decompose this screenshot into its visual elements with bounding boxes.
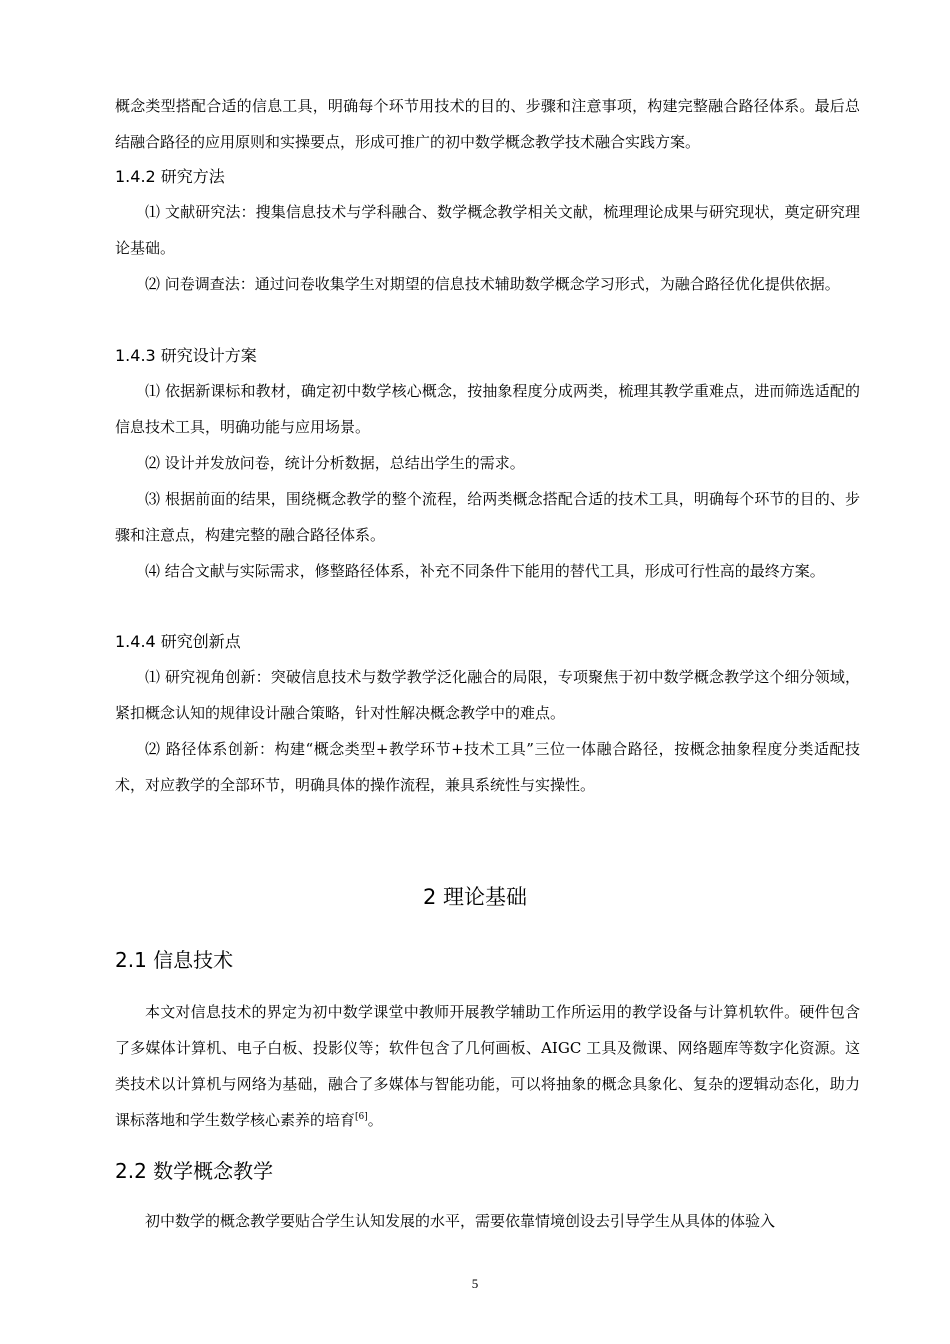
chapter-2-title: 2 理论基础 — [422, 885, 528, 909]
s144-paragraph-2: ⑵ 路径体系创新：构建“概念类型+教学环节+技术工具”三位一体融合路径，按概念抽象程度分类适配技术，对应教学的全部环节，明确具体的操作流程，兼具系统性与实操性。 — [115, 740, 860, 794]
s142-paragraph-2: ⑵ 问卷调查法：通过问卷收集学生对期望的信息技术辅助数学概念学习形式，为融合路径优化提供依据。 — [145, 275, 840, 293]
s143-paragraph-3: ⑶ 根据前面的结果，围绕概念教学的整个流程，给两类概念搭配合适的技术工具，明确每个环节的目的、步骤和注意点，构建完整的融合路径体系。 — [115, 490, 860, 544]
intro-tail-paragraph: 概念类型搭配合适的信息工具，明确每个环节用技术的目的、步骤和注意事项，构建完整融合路径体系。最后总结融合路径的应用原则和实操要点，形成可推广的初中数学概念教学技术融合实践方案。 — [115, 97, 860, 151]
s144-paragraph-1: ⑴ 研究视角创新：突破信息技术与数学教学泛化融合的局限，专项聚焦于初中数学概念教学这个细分领域，紧扣概念认知的规律设计融合策略，针对性解决概念教学中的难点。 — [115, 668, 860, 722]
heading-2-1: 2.1 信息技术 — [115, 948, 234, 972]
s21-paragraph-text: 本文对信息技术的界定为初中数学课堂中教师开展教学辅助工作所运用的教学设备与计算机软件。硬件包含了多媒体计算机、电子白板、投影仪等；软件包含了几何画板、AIGC 工具及微课、网络题库等数字化资源。这类技术以计算机与网络为基础，融合了多媒体与智能功能，可以将抽象的概念具象化、复杂的逻辑动态化，助力课标落地和学生数学核心素养的培育 — [115, 1003, 860, 1129]
heading-1-4-2: 1.4.2 研究方法 — [115, 167, 225, 186]
s22-paragraph-1: 初中数学的概念教学要贴合学生认知发展的水平，需要依靠情境创设去引导学生从具体的体验入 — [145, 1212, 776, 1230]
citation-marker: [6] — [355, 1112, 368, 1122]
s21-paragraph-end: 。 — [367, 1111, 383, 1129]
page-number: 5 — [471, 1276, 479, 1291]
s143-paragraph-2: ⑵ 设计并发放问卷，统计分析数据，总结出学生的需求。 — [145, 454, 525, 472]
s143-paragraph-4: ⑷ 结合文献与实际需求，修整路径体系，补充不同条件下能用的替代工具，形成可行性高的最终方案。 — [145, 562, 825, 580]
heading-1-4-4: 1.4.4 研究创新点 — [115, 632, 241, 651]
heading-1-4-3: 1.4.3 研究设计方案 — [115, 346, 257, 365]
s142-paragraph-1: ⑴ 文献研究法：搜集信息技术与学科融合、数学概念教学相关文献，梳理理论成果与研究现状，奠定研究理论基础。 — [115, 203, 860, 257]
s143-paragraph-1: ⑴ 依据新课标和教材，确定初中数学核心概念，按抽象程度分成两类，梳理其教学重难点，进而筛选适配的信息技术工具，明确功能与应用场景。 — [115, 382, 860, 436]
heading-2-2: 2.2 数学概念教学 — [115, 1159, 274, 1183]
s21-paragraph-1 — [115, 994, 860, 1138]
